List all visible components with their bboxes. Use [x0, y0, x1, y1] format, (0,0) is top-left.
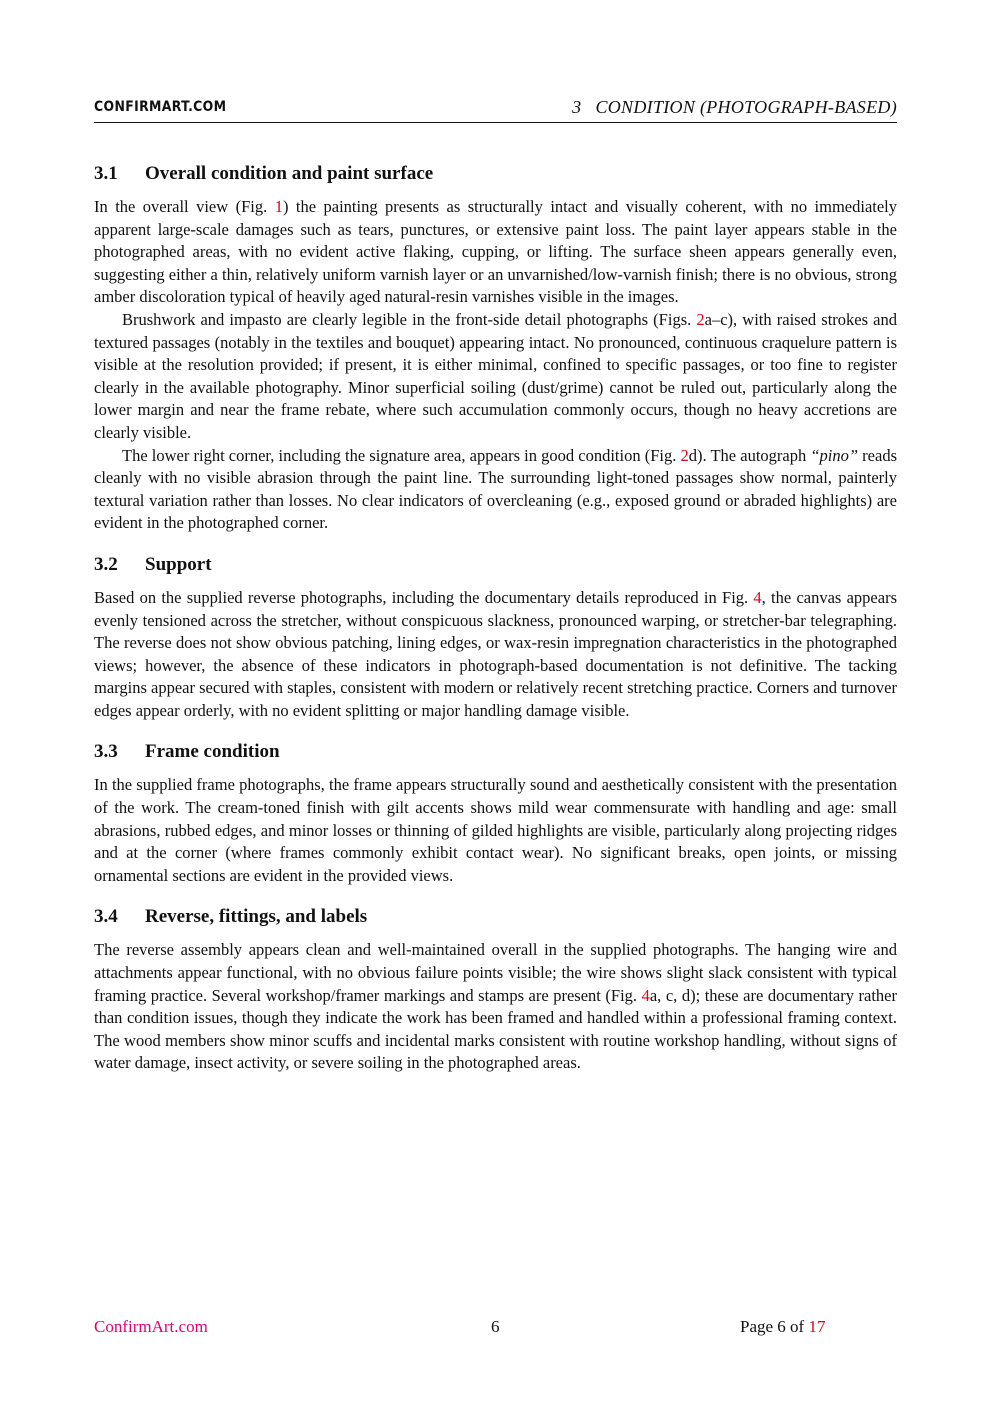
text-run: d). The autograph: [688, 445, 811, 465]
section-heading: [94, 903, 897, 931]
section-heading: [94, 738, 897, 766]
figure-link[interactable]: 2: [680, 445, 689, 465]
running-head-number: 3: [572, 97, 582, 117]
paragraph: [94, 939, 897, 1075]
paragraph: [94, 587, 897, 723]
text-run: The lower right corner, including the signature area, appears in good condition (Fig.: [122, 445, 681, 465]
text-run: The reverse assembly appears clean and well-maintained overall in the supplied photographs. The hanging wire and attachments appear functional, with no obvious failure points visible; the wire shows slight slack consistent with typical framing practice. Several workshop/framer markings and stamps are present (Fig.: [94, 940, 897, 1005]
section-reverse-fittings: [94, 903, 897, 1075]
text-run: reads cleanly with no visible abrasion through the paint line. The surrounding light-toned passages show normal, painterly textural variation rather than losses. No clear indicators of overcleaning (e.g., exposed ground or abraded highlights) are evident in the photographed corner.: [94, 445, 897, 533]
section-number: 3.2: [94, 553, 118, 575]
page-number: 6: [491, 1317, 500, 1336]
paragraph: [94, 445, 897, 535]
figure-link[interactable]: 1: [274, 197, 283, 216]
figure-link[interactable]: 4: [753, 587, 762, 607]
section-title: Reverse, fittings, and labels: [145, 906, 368, 928]
site-link[interactable]: ConfirmArt.com: [94, 1317, 208, 1336]
running-head-title: CONDITION (PHOTOGRAPH-BASED): [595, 97, 897, 117]
section-heading: [94, 160, 897, 188]
text-run: Based on the supplied reverse photographs, including the documentary details reproduced in Fig.: [94, 587, 754, 607]
page-header: [94, 96, 897, 123]
paragraph: [94, 196, 897, 309]
last-page-link[interactable]: 17: [808, 1317, 826, 1336]
text-run: Brushwork and impasto are clearly legible in the front-side detail photographs (Figs.: [122, 309, 697, 329]
section-title: Frame condition: [145, 741, 280, 763]
figure-link[interactable]: 2: [696, 309, 705, 329]
section-title: Overall condition and paint surface: [145, 163, 434, 184]
section-frame-condition: [94, 738, 897, 887]
section-title: Support: [145, 553, 212, 575]
paragraph: [94, 774, 897, 887]
logo: CONFIRMART.COM: [94, 99, 227, 115]
text-run: In the overall view (Fig.: [94, 197, 275, 216]
section-number: 3.1: [94, 163, 118, 184]
text-run: a–c), with raised strokes and textured passages (notably in the textiles and bouquet) appearing intact. No pronounced, continuous craquelure pattern is visible at the resolution provided; if present, it is either minimal, confined to specific passages, or too fine to register clearly in the available photography. Minor superficial soiling (dust/grime) cannot be ruled out, particularly along the lower margin and near the frame rebate, where such accumulation commonly occurs, though no heavy accretions are clearly visible.: [94, 309, 897, 442]
figure-link[interactable]: 4: [641, 985, 650, 1005]
paragraph: [94, 309, 897, 445]
section-number: 3.3: [94, 741, 118, 763]
text-run: a, c, d); these are documentary rather than condition issues, though they indicate the work has been framed and handled within a professional framing context. The wood members show minor scuffs and incidental marks consistent with routine workshop handling, without signs of water damage, insect activity, or severe soiling in the photographed areas.: [94, 985, 898, 1073]
section-number: 3.4: [94, 906, 118, 928]
main-content: [94, 160, 897, 1091]
running-head: [572, 97, 897, 117]
section-overall-condition: [94, 160, 897, 535]
page-count: [740, 1316, 825, 1338]
text-run: , the canvas appears evenly tensioned across the stretcher, without conspicuous slackness, pronounced warping, or stretcher-bar telegraphing. The reverse does not show obvious patching, lining edges, or wax-resin impregnation characteristics in the photographed views; however, the absence of these indicators in photograph-based documentation is not definitive. The tacking margins appear secured with staples, consistent with modern or relatively recent stretching practice. Corners and turnover edges appear orderly, with no evident splitting or major handling damage visible.: [94, 587, 897, 720]
section-support: [94, 551, 897, 723]
page-count-prefix: Page 6 of: [740, 1317, 809, 1336]
section-heading: [94, 551, 897, 579]
page-footer: [94, 1316, 897, 1338]
text-run: In the supplied frame photographs, the frame appears structurally sound and aesthetically consistent with the presentation of the work. The cream-toned finish with gilt accents shows mild wear commensurate with handling and age: small abrasions, rubbed edges, and minor losses or thinning of gilded highlights are visible, particularly along projecting ridges and at the corner (where frames commonly exhibit contact wear). No significant breaks, open joints, or missing ornamental sections are evident in the provided views.: [94, 775, 897, 885]
text-run: ) the painting presents as structurally intact and visually coherent, with no immediately apparent large-scale damages such as tears, punctures, or extensive paint loss. The paint layer appears stable in the photographed areas, with no evident active flaking, cupping, or lifting. The surface sheen appears generally even, suggesting either a thin, relatively uniform varnish layer or an unvarnished/low-varnish finish; there is no obvious, strong amber discoloration typical of heavily aged natural-resin varnishes visible in the images.: [94, 197, 898, 307]
signature-text: “pino”: [810, 445, 859, 465]
